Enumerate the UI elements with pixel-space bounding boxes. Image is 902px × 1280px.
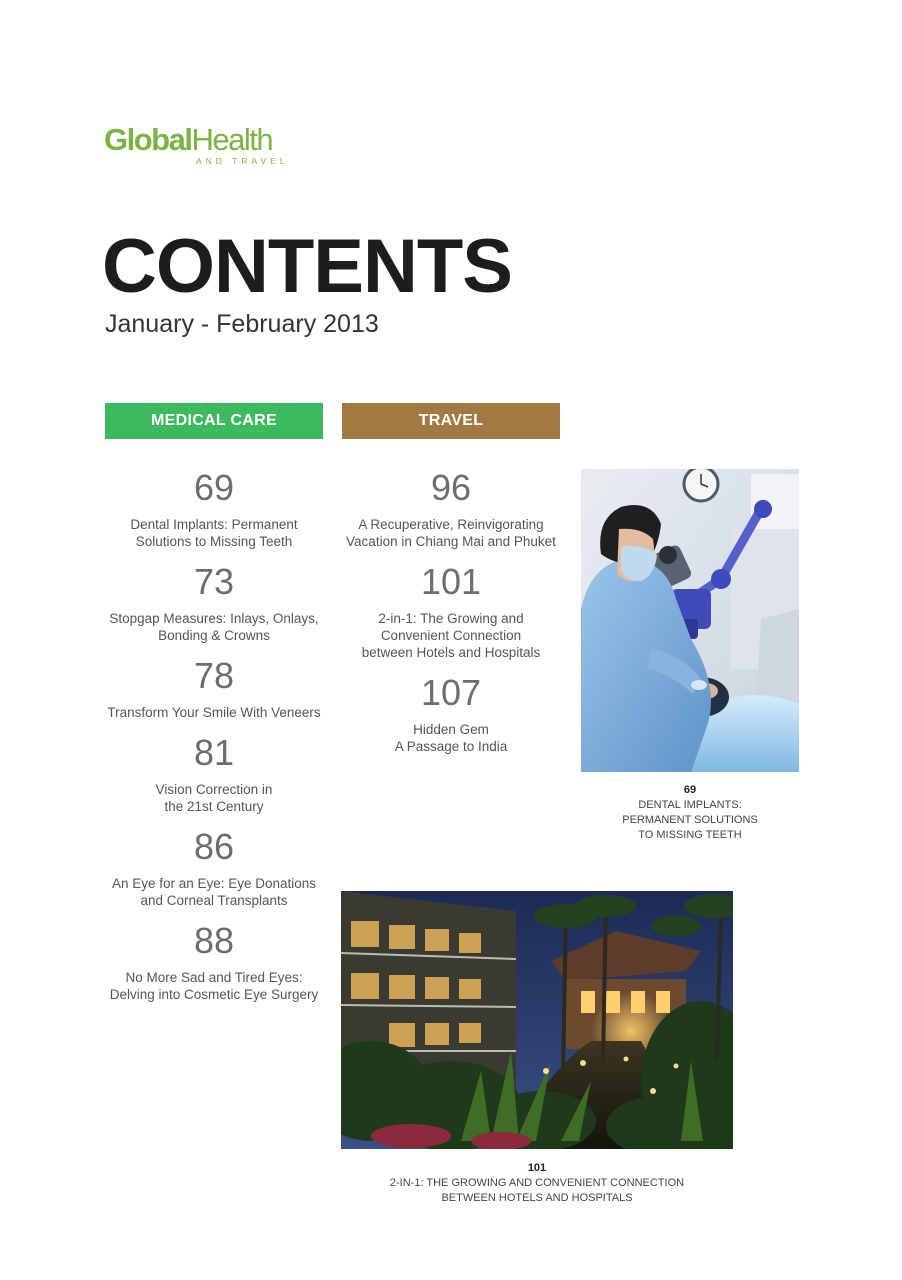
photo2-caption-line: BETWEEN HOTELS AND HOSPITALS — [441, 1192, 633, 1204]
toc-title-line: Delving into Cosmetic Eye Surgery — [109, 987, 319, 1002]
toc-title-line: 2-in-1: The Growing and — [378, 611, 524, 626]
photo1-caption-page: 69 — [683, 784, 697, 796]
toc-entry[interactable] — [336, 560, 566, 661]
toc-article-title — [336, 721, 566, 755]
toc-entry[interactable] — [99, 466, 329, 550]
toc-article-title — [99, 516, 329, 550]
photo1-caption-line: TO MISSING TEETH — [638, 829, 742, 841]
toc-title-line: A Passage to India — [394, 739, 508, 754]
medical-care-list — [99, 460, 329, 1013]
logo-word-global: Global — [104, 122, 192, 157]
toc-article-title — [336, 516, 566, 550]
toc-entry[interactable] — [99, 654, 329, 721]
toc-page-number: 78 — [193, 655, 235, 696]
issue-date: January - February 2013 — [105, 310, 379, 338]
page-title: CONTENTS — [102, 224, 512, 309]
toc-title-line: Dental Implants: Permanent — [130, 517, 298, 532]
logo-wordmark — [104, 122, 272, 158]
toc-entry[interactable] — [336, 466, 566, 550]
travel-banner: TRAVEL — [342, 403, 560, 439]
photo1-caption-line: DENTAL IMPLANTS: — [638, 799, 742, 811]
photo1-caption — [581, 783, 799, 843]
logo-word-health: Health — [191, 122, 273, 157]
toc-article-title — [99, 704, 329, 721]
toc-page-number: 101 — [420, 561, 482, 602]
toc-page-number: 73 — [193, 561, 235, 602]
medical-care-banner: MEDICAL CARE — [105, 403, 323, 439]
toc-page-number: 88 — [193, 920, 235, 961]
toc-article-title — [336, 610, 566, 661]
toc-article-title — [99, 969, 329, 1003]
photo2-caption-page: 101 — [527, 1162, 547, 1174]
toc-title-line: and Corneal Transplants — [140, 893, 288, 908]
toc-page-number: 69 — [193, 467, 235, 508]
toc-title-line: An Eye for an Eye: Eye Donations — [111, 876, 317, 891]
toc-article-title — [99, 610, 329, 644]
toc-title-line: A Recuperative, Reinvigorating — [358, 517, 544, 532]
toc-title-line: Solutions to Missing Teeth — [135, 534, 293, 549]
dental-implant-photo — [581, 469, 799, 772]
toc-entry[interactable] — [99, 731, 329, 815]
toc-article-title — [99, 875, 329, 909]
photo1-caption-line: PERMANENT SOLUTIONS — [622, 814, 758, 826]
toc-article-title — [99, 781, 329, 815]
toc-entry[interactable] — [99, 919, 329, 1003]
travel-list — [336, 460, 566, 765]
toc-entry[interactable] — [99, 560, 329, 644]
toc-title-line: Convenient Connection — [380, 628, 522, 643]
toc-title-line: Hidden Gem — [413, 722, 489, 737]
toc-page-number: 86 — [193, 826, 235, 867]
toc-title-line: the 21st Century — [164, 799, 264, 814]
magazine-logo — [104, 122, 304, 172]
photo2-caption — [341, 1161, 733, 1206]
toc-title-line: between Hotels and Hospitals — [361, 645, 541, 660]
toc-title-line: Vacation in Chiang Mai and Phuket — [346, 534, 556, 549]
toc-title-line: Transform Your Smile With Veneers — [107, 705, 321, 720]
toc-title-line: No More Sad and Tired Eyes: — [125, 970, 303, 985]
logo-tagline: AND TRAVEL — [196, 156, 289, 166]
toc-page-number: 81 — [193, 732, 235, 773]
toc-title-line: Vision Correction in — [155, 782, 273, 797]
toc-entry[interactable] — [99, 825, 329, 909]
toc-page-number: 96 — [430, 467, 472, 508]
toc-title-line: Bonding & Crowns — [158, 628, 270, 643]
toc-entry[interactable] — [336, 671, 566, 755]
hotel-garden-photo — [341, 891, 733, 1149]
toc-title-line: Stopgap Measures: Inlays, Onlays, — [109, 611, 319, 626]
toc-page-number: 107 — [420, 672, 482, 713]
photo2-caption-line: 2-IN-1: THE GROWING AND CONVENIENT CONNECTION — [389, 1177, 685, 1189]
